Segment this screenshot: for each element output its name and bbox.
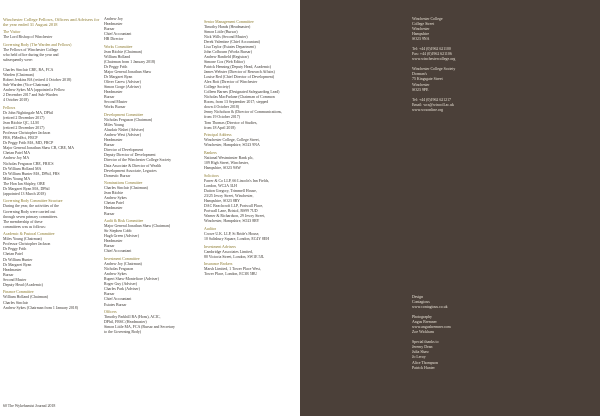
section-heading: Academic & Pastoral Committee [3,232,55,237]
text-line: Headmaster [3,267,22,272]
contact-line: Jo Leroy [412,355,426,360]
contact-line: Special thanks to [412,340,439,345]
text-line: Colleen Barnes (Designated Safeguarding Lead) [204,90,280,95]
text-line: Dr Margaret Ryan MA, DPhil [3,186,50,191]
text-line: Tom Thomas (Director of Studies, [204,120,258,125]
text-line: Andrew West (Adviser) [104,133,141,138]
text-line: Dr John Nightingale MA, DPhil [3,111,54,116]
text-line: Simon Little (Bursar) [204,29,238,34]
contact-line: Email: wcs@wincoll.ac.uk [412,102,454,107]
text-line: Jean Ritchie QC, LLM [3,121,39,126]
text-line: Development Associate, Legacies [104,168,157,173]
text-line: Dr Peggy Frith [104,65,128,70]
text-line: Miles Young MA [3,176,31,181]
text-line: Tower Place, London, EC3R 5BU [204,272,258,277]
contact-line: Hampshire [412,32,430,37]
contact-line: Winchester [412,82,430,87]
contact-line: www.winchestercollege.org [412,57,456,62]
contact-line: Zoe Wickham [412,330,434,335]
text-line: Sir Stephen Cobb [104,229,132,234]
text-line: Cambridge Associates Limited, [204,249,253,254]
text-line: Professor Christopher Jackson [3,242,51,247]
text-line: Sub-Warden (Vice-Chairman) [3,83,50,88]
text-line: Estates Bursar [104,302,127,307]
text-line: (appointed 13 March 2018) [3,191,46,196]
text-line: Dr Peggy Frith [3,247,27,252]
contact-line: College Street [412,22,435,27]
section-heading: Investment Advisers [204,244,236,249]
text-line: Andrew Sykes MA (appointed a Fellow [3,88,65,93]
contact-line: Jeremy Dean [412,345,433,350]
text-line: Room, from 13 September 2017; stepped [204,100,269,105]
text-line: Dr William Holland MA [3,166,42,171]
text-line: through seven primary committees. [3,214,59,219]
section-heading: Investment Committee [104,257,140,262]
section-heading: Auditor [204,226,217,231]
section-heading: Fellows [3,105,16,110]
text-line: John Colbourn (Works Bursar) [204,49,252,54]
section-heading: Principal Address [204,133,232,138]
contact-line: Design [412,295,424,299]
section-heading: Senior Management Committee [204,19,254,24]
text-line: Portwall Lane, Bristol, BS99 7UD [204,209,258,214]
text-line: Timothy Parkhill BA (Hons), ACIC, [104,315,161,320]
section-heading: The Visitor [3,30,21,35]
text-line: National Westminster Bank plc, [204,156,254,160]
text-line: Major General Jonathan Shaw CB, CBE, MA [3,146,75,151]
text-line: Headmaster [104,206,123,211]
text-line: 23/25 Jewry Street, Winchester, [204,193,254,198]
section-heading: Insurance Brokers [204,262,233,267]
text-line: Chief Accountant [104,249,132,254]
section-heading: Nominations Committee [104,181,143,186]
page-folio: 60 The Wykehamist Journal 2018 [3,404,56,408]
text-line: Bursar [104,211,115,216]
text-line: Andrew Joy (Chairman) [104,262,142,267]
contact-line: Tel: +44 (0)1962 621100 [412,47,451,52]
text-line: Chief Accountant [104,297,132,302]
text-line: Simon Gorge (Adviser) [104,85,141,90]
column-1 [3,17,100,311]
section-heading: Bankers [204,150,217,155]
section-heading: Governing Body Committee Structure [3,199,63,204]
text-line: Winchester, Hampshire, SO23 9NA [204,143,260,148]
text-line: Lisa Taylor (Estates Department) [204,44,256,49]
text-line: from 18 April 2018) [204,125,236,130]
text-line: DAC Beachcroft LLP, Portwall Place, [204,204,264,209]
text-line: London, WC2A 3LH [204,183,237,188]
text-line: Farrer & Co LLP, 66 Lincoln's Inn Fields, [204,178,270,183]
text-line: 10 Salisbury Square, London, EC4Y 8EH [204,236,270,241]
text-line: Warner & Richardson, 29 Jewry Street, [204,214,266,219]
text-line: Chief Accountant [104,32,132,37]
text-line: Patrick Henning (Deputy Head, Academic) [204,65,272,70]
text-line: Marsh Limited, 1 Tower Place West, [204,267,261,272]
text-line: FRS, FMedSci, FRCP [3,136,38,141]
text-line: Robert Jenkins BA (retired 4 October 2018) [3,78,72,83]
text-line: Bursar [104,292,115,297]
text-line: Hampshire, SO23 8RY [204,198,240,203]
text-line: The Hon Ian Shipley, OBE [3,181,45,186]
text-line: Winchester, Hampshire, SO23 8RY [204,219,260,224]
contact-line: Dorman's [412,72,427,77]
text-line: Jenny Nicholson & (Director of Communications, [204,110,283,115]
contact-line: Julia Shaw [412,350,429,355]
text-line: to the Governing Body) [104,330,142,335]
text-line: subsequently were: [3,58,33,63]
contact-line: Winchester [412,27,430,32]
text-line: Bursar [104,95,115,100]
section-heading: Development Committee [104,113,144,118]
column-2 [104,17,200,335]
text-line: Second Master [104,100,128,105]
text-line: Nicholas Ferguson (Chairman) [104,118,153,123]
text-line: Chetan Patel [104,201,124,206]
text-line: Andrew Joy MA [3,156,30,161]
text-line: Dr Margaret Ryan [104,75,133,80]
text-line: Nick Wills (Second Master) [204,34,248,39]
text-line: Nicholas Ferguson [104,267,134,272]
credits-block [412,295,502,371]
section-heading: Governing Body (The Warden and Fellows) [3,42,72,47]
text-line: 80 Victoria Street, London, SW1E 5JL [204,254,265,259]
text-line: Andrew Sykes [104,272,127,277]
text-line: 4 October 2018) [3,98,29,103]
text-line: Deputy Director of Development [104,153,156,158]
section-heading: Works Committee [104,44,133,49]
text-line: Bursar [104,27,115,32]
text-line: Charles Sinclair [3,300,28,305]
contact-line: Patrick Hunter [412,365,435,370]
text-line: Louise Red (Chief Director of Development) [204,75,275,80]
text-line: Miles Young [104,123,124,128]
text-line: (retired 2 December 2017) [3,116,45,121]
text-line: Dr William Hunter [3,257,33,262]
text-line: (retired 2 December 2017) [3,126,45,131]
text-line: Dr Margaret Ryan [3,262,32,267]
text-line: Andrew Banfield (Registrar) [204,54,249,59]
text-line: Andrew Sykes (Chairman from 1 January 2018) [3,305,78,310]
text-line: Charles Park (Adviser) [104,287,140,292]
text-line: Bursar [3,272,14,277]
text-line: Headmaster [104,138,123,143]
contact-line: www.angusbremner.com [412,325,451,330]
text-line: Warden (Chairman) [3,73,34,78]
text-line: Headmaster [104,22,123,27]
contact-line: Winchester College [412,17,443,21]
text-line: William Holland [104,54,131,59]
text-line: Chetan Patel MA [3,151,31,156]
text-line: Chetan Patel [3,252,23,257]
text-line: Timothy Hands (Headmaster) [204,24,251,29]
contact-line: SO23 9PE [412,87,429,92]
text-line: HR Director [104,37,124,42]
text-line: (Chairman from 1 January 2018) [104,59,156,64]
text-line: James Webster (Director of Research Affairs) [204,70,275,75]
text-line: Winchester College, College Street, [204,138,260,143]
contact-block [412,17,502,113]
text-line: Bursar [104,244,115,249]
text-line: down 4 October 2018) [204,105,240,110]
contact-line: www.wcsonline.org [412,107,444,112]
text-line: William Holland (Chairman) [3,295,49,300]
text-line: Professor Christopher Jackson [3,131,51,136]
text-line: Headmaster [104,239,123,244]
text-line: Alasdair Nisbet (Adviser) [104,128,145,133]
text-line: Simone Cox (Web Editor) [204,59,245,64]
text-line: Dr William Hunter MA, DPhil, FRS [3,171,60,176]
text-line: Headmaster [104,90,123,95]
contact-line: www.contagious.co.uk [412,305,448,310]
text-line: Oliver Carew (Adviser) [104,80,141,85]
text-line: Domestic Bursar [104,173,131,178]
text-line: Dr Peggy Frith MA, MD, FRCP [3,141,54,146]
text-line: Works Bursar [104,105,126,110]
text-line: The membership of these [3,219,43,224]
contact-line: Angus Bremner [412,320,437,325]
text-line: Charles Sinclair CBE, BA, FCA [3,68,54,73]
text-line: committees was as follows: [3,224,46,229]
text-line: Deputy Head (Academic) [3,282,43,287]
text-line: Hampshire, SO23 9AW [204,166,241,171]
contact-line: Fax: +44 (0)1962 621106 [412,52,452,57]
text-line: Director of Development [104,148,144,153]
text-line: Alex Bott (Director of Winchester [204,80,258,85]
text-line: College Society) [204,85,231,90]
text-line: Jean Ritchie [104,191,124,196]
text-line: Nicholas Ferguson CBE, FRICS [3,161,54,166]
text-line: The Lord Bishop of Winchester [3,35,53,40]
text-line: Miles Young (Chairman) [3,237,42,242]
text-line: from 19 October 2017) [204,115,240,120]
text-line: Derek Valentine (Chief Accountant) [204,39,260,44]
section-heading: Audit & Risk Committee [104,219,144,224]
text-line: Nicholas MacFarlane (Chairman of Common [204,95,275,100]
text-line: During the year, the activities of the [3,204,59,209]
contact-line: Tel: +44 (0)1962 621217 [412,97,451,102]
text-line: DPhil, FRSC (Headmaster) [104,320,147,325]
text-line: Andrew Sykes [104,196,127,201]
text-line: Director of the Winchester College Society [104,158,172,163]
text-line: Jean Ritchie (Chairman) [104,49,143,54]
text-line: Crowe U.K. LLP, St Bride's House, [204,231,260,236]
text-line: Data Associate & Director of Wealth [104,163,162,168]
text-line: Charles Sinclair (Chairman) [104,186,148,191]
text-line: Governing Body were carried out [3,209,56,214]
text-line: Andrew Joy [104,17,123,21]
text-line: 109 High Street, Winchester, [204,161,249,166]
section-heading: Solicitors [204,173,219,178]
section-heading: Officers [104,310,117,315]
text-line: Major General Jonathan Shaw (Chairman) [104,224,171,229]
text-line: Second Master [3,277,27,282]
text-line: Simon Little MA, FCA (Bursar and Secretary [104,325,175,330]
text-line: Hugh Green (Adviser) [104,234,140,239]
page-heading: Winchester College Fellows, Officers and Advisers for the year ended 31 August 2018 [3,17,100,28]
contact-line: Alice Thompson [412,360,438,365]
contact-line: 75 Kingsgate Street [412,77,443,82]
contact-line: Photography [412,315,432,320]
text-line: The Fellows of Winchester College [3,47,59,52]
text-line: Major General Jonathan Shaw [104,70,152,75]
text-line: 2 December 2017 and Sub-Warden [3,93,58,98]
text-line: Dutton Gregory, Trimmell House, [204,188,257,193]
contact-line: SO23 9NA [412,37,430,42]
text-line: Roger Guy (Adviser) [104,282,138,287]
text-line: who held office during the year and [3,52,59,57]
text-line: Rupert Shaw-Montefiore (Adviser) [104,277,159,282]
column-3 [204,17,298,277]
text-line: Bursar [104,143,115,148]
section-heading: Finance Committee [3,290,34,295]
contact-line: Contagious [412,300,430,305]
contact-line: Winchester College Society [412,67,456,72]
